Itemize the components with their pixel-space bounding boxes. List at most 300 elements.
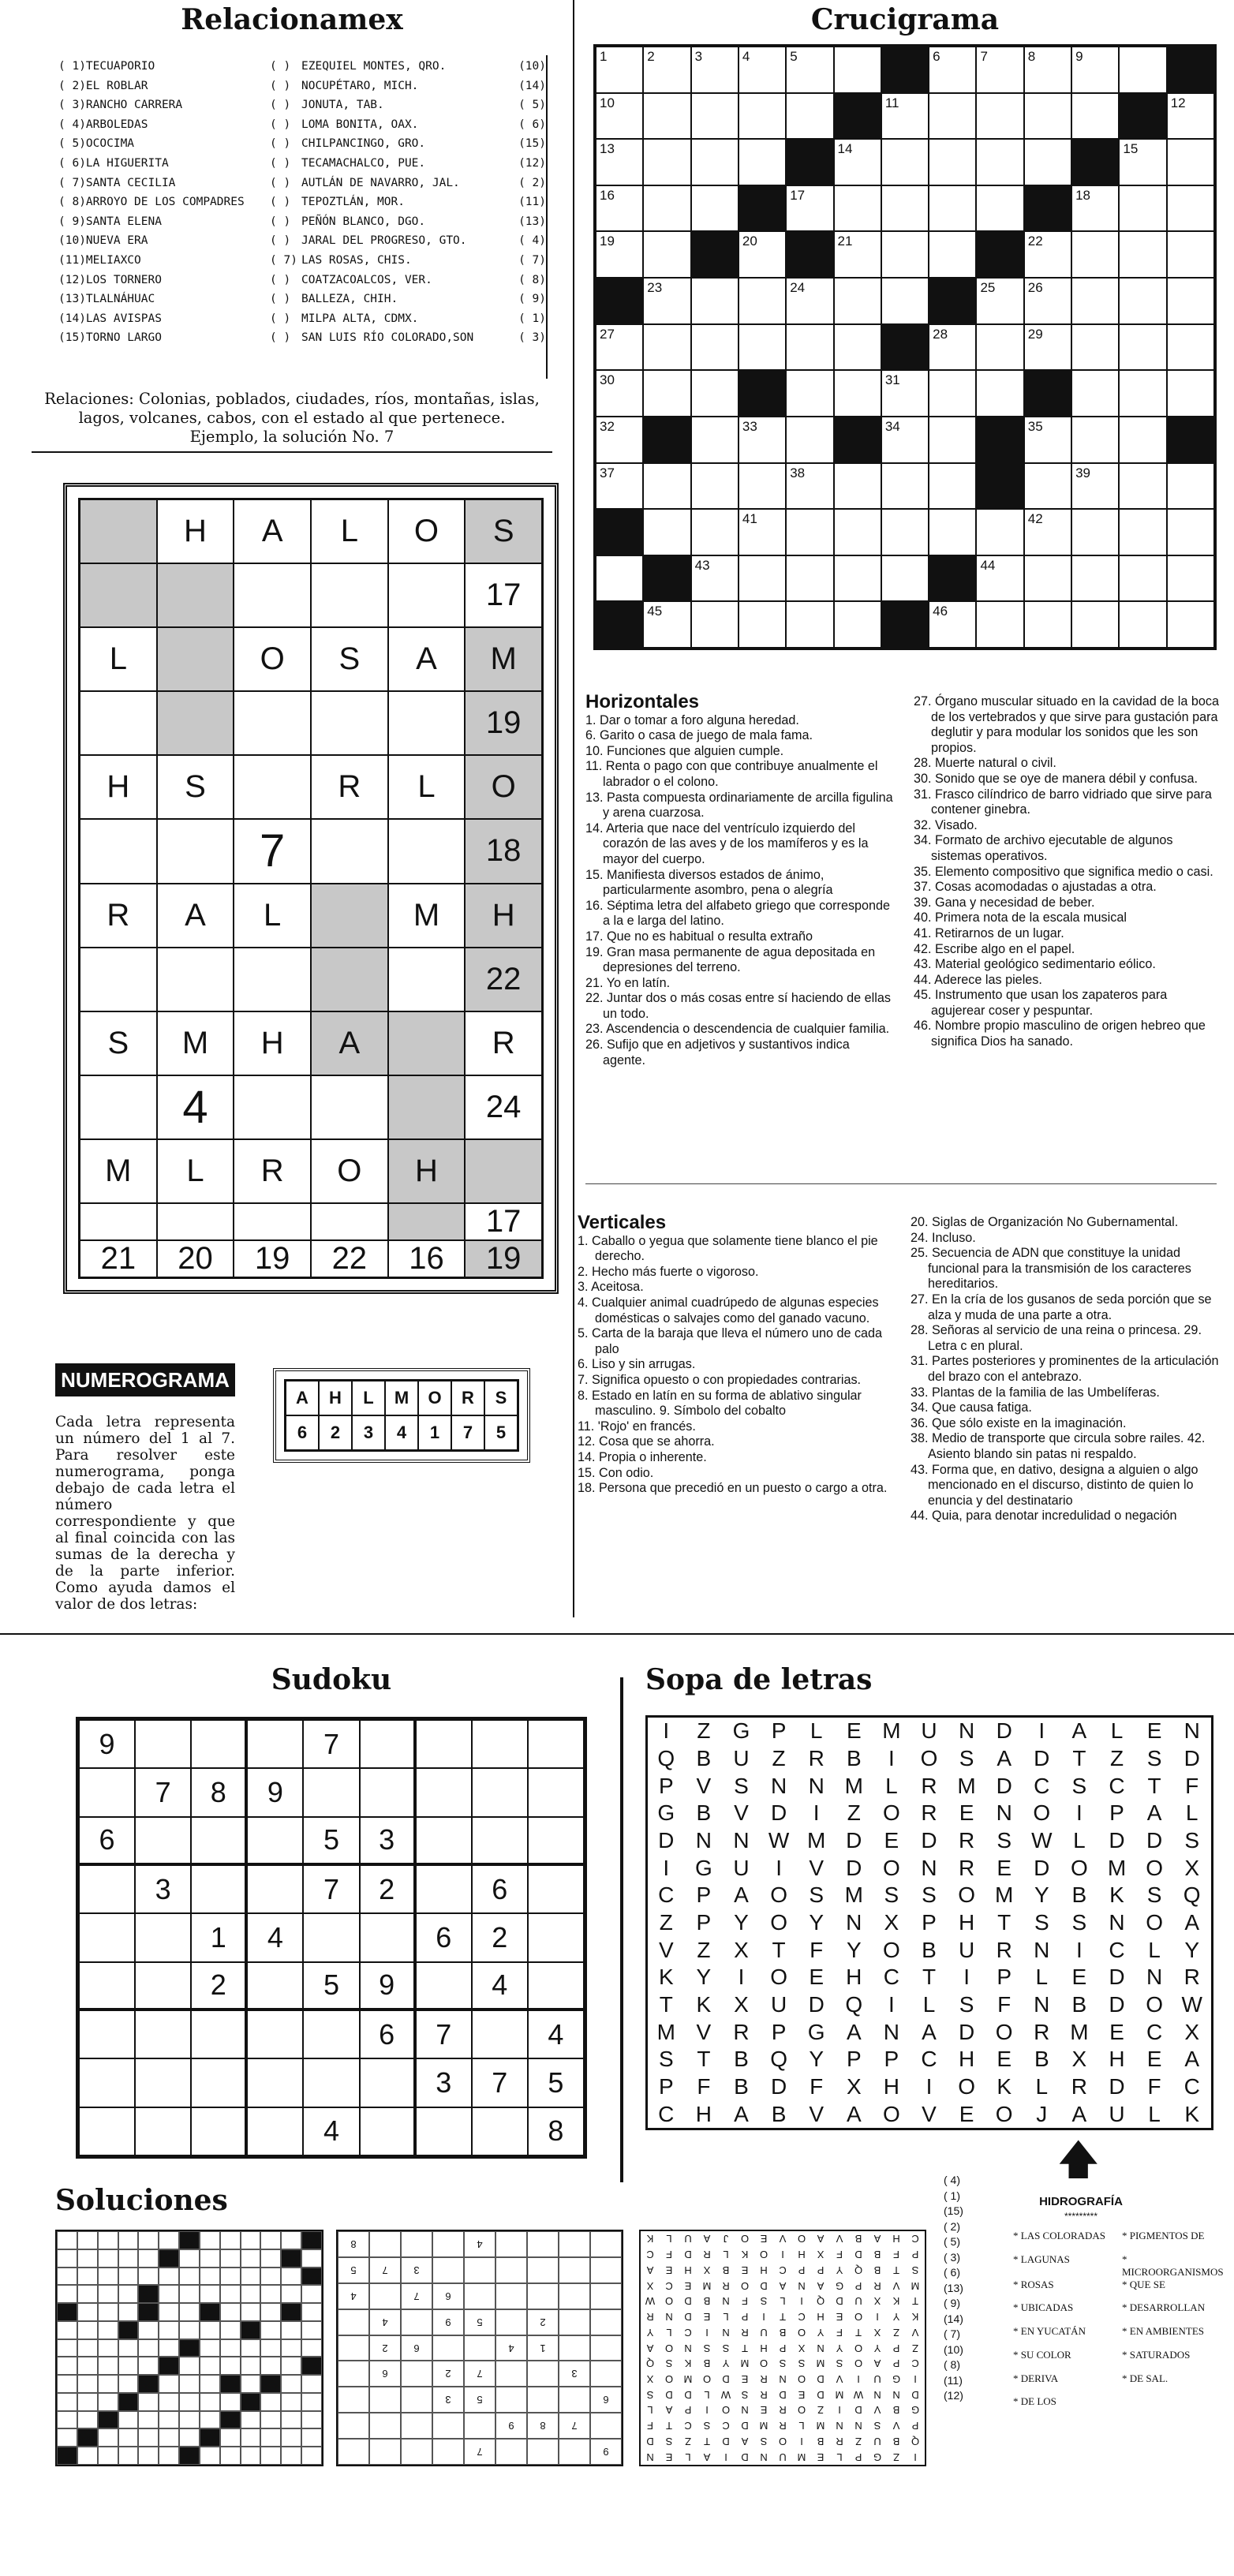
crossword-cell[interactable]	[691, 93, 739, 140]
crossword-cell[interactable]	[834, 185, 881, 232]
crossword-cell[interactable]	[1119, 370, 1166, 417]
sudoku-cell[interactable]	[79, 2107, 135, 2155]
crossword-cell[interactable]	[881, 139, 929, 185]
crossword-cell[interactable]	[1071, 231, 1119, 278]
sopa-letter[interactable]: U	[733, 1745, 750, 1770]
sopa-letter[interactable]: U	[770, 1991, 788, 2017]
sopa-letter[interactable]: V	[658, 1937, 675, 1962]
sopa-letter[interactable]: B	[734, 2047, 750, 2072]
crossword-cell[interactable]	[1024, 417, 1071, 463]
sopa-letter[interactable]: X	[734, 1991, 750, 2017]
crossword-cell[interactable]	[643, 185, 690, 232]
sudoku-cell[interactable]	[135, 1720, 191, 1768]
crossword-cell[interactable]	[786, 93, 833, 140]
sudoku-cell[interactable]	[416, 1768, 472, 1816]
sopa-letter[interactable]: R	[808, 1745, 825, 1770]
crossword-cell[interactable]	[739, 278, 786, 324]
sopa-letter[interactable]: O	[1146, 1855, 1164, 1880]
crossword-cell[interactable]	[739, 509, 786, 555]
crossword-cell[interactable]	[834, 509, 881, 555]
sopa-letter[interactable]: X	[1184, 1855, 1201, 1880]
sopa-letter[interactable]: T	[1147, 1773, 1162, 1798]
crossword-cell[interactable]	[1071, 370, 1119, 417]
numerograma-cell[interactable]	[157, 563, 234, 627]
crossword-cell[interactable]	[929, 139, 976, 185]
sopa-letter[interactable]: S	[959, 1745, 975, 1770]
crossword-cell[interactable]	[881, 555, 929, 602]
crossword-cell[interactable]	[739, 47, 786, 93]
crossword-cell[interactable]	[739, 555, 786, 602]
numerograma-cell[interactable]	[157, 691, 234, 755]
sopa-letter[interactable]: Q	[1183, 1882, 1202, 1908]
crossword-cell[interactable]	[739, 463, 786, 510]
sopa-letter[interactable]: I	[776, 1855, 783, 1880]
sopa-letter[interactable]: F	[997, 1991, 1012, 2017]
sopa-letter[interactable]: M	[1070, 2019, 1090, 2044]
sopa-letter[interactable]: D	[996, 1718, 1013, 1744]
sudoku-cell[interactable]	[303, 1768, 359, 1816]
sopa-letter[interactable]: U	[733, 1855, 750, 1880]
crossword-cell[interactable]	[739, 417, 786, 463]
sopa-letter[interactable]: Q	[845, 1991, 864, 2017]
sopa-letter[interactable]: W	[768, 1827, 791, 1853]
sopa-letter[interactable]: E	[809, 1965, 825, 1990]
sopa-letter[interactable]: A	[1071, 2101, 1088, 2126]
sopa-letter[interactable]: R	[733, 2019, 750, 2044]
sudoku-cell[interactable]	[79, 2058, 135, 2107]
crossword-cell[interactable]	[596, 47, 643, 93]
sopa-letter[interactable]: B	[771, 2101, 787, 2126]
sudoku-cell[interactable]	[528, 1720, 584, 1768]
sudoku-cell[interactable]	[360, 1913, 416, 1961]
sopa-letter[interactable]: D	[808, 1991, 825, 2017]
sopa-letter[interactable]: R	[1034, 2019, 1051, 2044]
sopa-letter[interactable]: F	[697, 2073, 712, 2099]
crossword-cell[interactable]	[976, 324, 1023, 371]
crossword-cell[interactable]	[1024, 278, 1071, 324]
crossword-cell[interactable]	[1119, 47, 1166, 93]
crossword-cell[interactable]	[739, 139, 786, 185]
sopa-letter[interactable]: D	[846, 1827, 863, 1853]
sudoku-cell[interactable]	[191, 1817, 247, 1865]
sopa-letter[interactable]: C	[883, 1965, 900, 1990]
numerograma-cell[interactable]	[157, 627, 234, 691]
numerograma-cell[interactable]	[388, 1011, 466, 1075]
sudoku-cell[interactable]	[79, 2010, 135, 2058]
crossword-cell[interactable]	[643, 324, 690, 371]
crossword-cell[interactable]	[1167, 509, 1214, 555]
sudoku-cell[interactable]	[416, 1817, 472, 1865]
crossword-cell[interactable]	[976, 47, 1023, 93]
sopa-letter[interactable]: S	[884, 1882, 900, 1908]
sopa-letter[interactable]: O	[883, 1800, 901, 1826]
sopa-letter[interactable]: M	[1107, 1855, 1127, 1880]
sudoku-cell[interactable]	[135, 2010, 191, 2058]
sopa-letter[interactable]: Z	[659, 1909, 674, 1935]
numerograma-cell[interactable]	[80, 563, 157, 627]
crossword-cell[interactable]	[643, 601, 690, 648]
crossword-cell[interactable]	[1119, 417, 1166, 463]
sopa-letter[interactable]: T	[659, 1991, 674, 2017]
crossword-cell[interactable]	[881, 463, 929, 510]
numerograma-cell[interactable]	[388, 1203, 466, 1240]
sopa-letter[interactable]: K	[997, 2073, 1013, 2099]
sopa-letter[interactable]: K	[1184, 2101, 1201, 2126]
sopa-letter[interactable]: I	[963, 1965, 970, 1990]
crossword-cell[interactable]	[1119, 278, 1166, 324]
crossword-cell[interactable]	[929, 509, 976, 555]
sopa-letter[interactable]: J	[1036, 2101, 1049, 2126]
crossword-cell[interactable]	[643, 370, 690, 417]
numerograma-cell[interactable]	[388, 563, 466, 627]
crossword-cell[interactable]	[1024, 324, 1071, 371]
sopa-letter[interactable]: S	[997, 1827, 1013, 1853]
crossword-cell[interactable]	[643, 463, 690, 510]
sopa-letter[interactable]: A	[1146, 1800, 1163, 1826]
numerograma-cell[interactable]	[311, 1203, 388, 1240]
sopa-letter[interactable]: O	[1033, 1800, 1052, 1826]
sudoku-cell[interactable]	[135, 1817, 191, 1865]
relacionamex-slot[interactable]: ( )	[270, 118, 291, 131]
numerograma-cell[interactable]	[234, 1203, 311, 1240]
crossword-cell[interactable]	[976, 555, 1023, 602]
sudoku-cell[interactable]	[360, 2058, 416, 2107]
sudoku-cell[interactable]	[135, 1913, 191, 1961]
sopa-letter[interactable]: I	[926, 2073, 933, 2099]
sopa-letter[interactable]: H	[1109, 2047, 1126, 2072]
sopa-letter[interactable]: U	[1109, 2101, 1126, 2126]
crossword-cell[interactable]	[691, 324, 739, 371]
crossword-cell[interactable]	[1071, 509, 1119, 555]
sopa-letter[interactable]: O	[770, 1965, 788, 1990]
sopa-letter[interactable]: B	[1071, 1991, 1088, 2017]
crossword-cell[interactable]	[1071, 601, 1119, 648]
sopa-letter[interactable]: N	[1034, 1991, 1051, 2017]
crossword-cell[interactable]	[691, 555, 739, 602]
sopa-letter[interactable]: M	[995, 1882, 1015, 1908]
crossword-cell[interactable]	[1119, 555, 1166, 602]
crossword-cell[interactable]	[881, 370, 929, 417]
crossword-cell[interactable]	[1167, 139, 1214, 185]
sopa-letter[interactable]: M	[844, 1882, 864, 1908]
crossword-cell[interactable]	[1167, 93, 1214, 140]
sopa-letter[interactable]: O	[1146, 1991, 1164, 2017]
sudoku-cell[interactable]	[416, 1720, 472, 1768]
sopa-letter[interactable]: F	[1147, 2073, 1162, 2099]
sudoku-cell[interactable]	[191, 1720, 247, 1768]
sopa-letter[interactable]: O	[770, 1882, 788, 1908]
crossword-cell[interactable]	[643, 47, 690, 93]
relacionamex-slot[interactable]: ( )	[270, 312, 291, 325]
sudoku-cell[interactable]	[135, 2107, 191, 2155]
sudoku-cell[interactable]	[79, 1865, 135, 1913]
numerograma-cell[interactable]	[388, 691, 466, 755]
sopa-letter[interactable]: M	[844, 1773, 864, 1798]
sopa-letter[interactable]: V	[809, 2101, 825, 2126]
sudoku-cell[interactable]	[247, 1817, 303, 1865]
relacionamex-slot[interactable]: ( )	[270, 79, 291, 92]
crossword-cell[interactable]	[1024, 93, 1071, 140]
sopa-letter[interactable]: C	[658, 1882, 675, 1908]
sopa-letter[interactable]: I	[1076, 1800, 1083, 1826]
crossword-cell[interactable]	[881, 185, 929, 232]
sopa-letter[interactable]: X	[1071, 2047, 1088, 2072]
numerograma-cell[interactable]	[465, 1139, 542, 1203]
crossword-cell[interactable]	[596, 463, 643, 510]
relacionamex-slot[interactable]: ( )	[270, 137, 291, 151]
crossword-cell[interactable]	[739, 601, 786, 648]
sudoku-cell[interactable]	[303, 2058, 359, 2107]
numerograma-grid[interactable]	[78, 498, 544, 1279]
crossword-cell[interactable]	[739, 93, 786, 140]
sopa-letter[interactable]: O	[958, 1882, 976, 1908]
sopa-letter[interactable]: H	[883, 2073, 900, 2099]
crossword-cell[interactable]	[1167, 185, 1214, 232]
crossword-cell[interactable]	[786, 601, 833, 648]
sopa-letter[interactable]: E	[1071, 1965, 1088, 1990]
numerograma-cell[interactable]	[80, 499, 157, 563]
sopa-letter[interactable]: D	[846, 1855, 863, 1880]
sopa-letter[interactable]: X	[1184, 2019, 1201, 2044]
sopa-letter[interactable]: Y	[696, 1965, 712, 1990]
sudoku-cell[interactable]	[247, 1865, 303, 1913]
sopa-letter[interactable]: A	[846, 2019, 862, 2044]
numerograma-cell[interactable]	[80, 819, 157, 883]
sopa-letter[interactable]: E	[959, 2101, 975, 2126]
crossword-cell[interactable]	[596, 139, 643, 185]
sopa-letter[interactable]: R	[921, 1773, 938, 1798]
sopa-letter[interactable]: O	[883, 2101, 901, 2126]
sopa-letter[interactable]: S	[809, 1882, 825, 1908]
crossword-cell[interactable]	[596, 417, 643, 463]
sopa-letter[interactable]: O	[1071, 1855, 1089, 1880]
crossword-cell[interactable]	[691, 370, 739, 417]
crossword-cell[interactable]	[1024, 555, 1071, 602]
sopa-letter[interactable]: E	[959, 1800, 975, 1826]
sopa-letter[interactable]: P	[696, 1882, 712, 1908]
sudoku-cell[interactable]	[528, 1913, 584, 1961]
numerograma-cell[interactable]	[388, 819, 466, 883]
sopa-letter[interactable]: N	[808, 1773, 825, 1798]
sopa-letter[interactable]: L	[1073, 1827, 1086, 1853]
crossword-cell[interactable]	[1167, 278, 1214, 324]
sopa-letter[interactable]: F	[810, 1937, 825, 1962]
crossword-cell[interactable]	[881, 231, 929, 278]
sopa-letter[interactable]: L	[1185, 1800, 1199, 1826]
sudoku-cell[interactable]	[360, 2107, 416, 2155]
sopa-letter[interactable]: C	[1184, 2073, 1201, 2099]
sopa-letter[interactable]: Q	[770, 2047, 788, 2072]
sopa-letter[interactable]: X	[734, 1937, 750, 1962]
crossword-cell[interactable]	[1024, 463, 1071, 510]
sopa-letter[interactable]: R	[1184, 1965, 1201, 1990]
crossword-cell[interactable]	[1024, 231, 1071, 278]
sudoku-cell[interactable]	[528, 1817, 584, 1865]
sudoku-cell[interactable]	[79, 1913, 135, 1961]
sopa-letter[interactable]: F	[1185, 1773, 1200, 1798]
crossword-cell[interactable]	[834, 278, 881, 324]
crossword-cell[interactable]	[1071, 324, 1119, 371]
sopa-letter[interactable]: D	[1109, 1827, 1126, 1853]
sopa-letter[interactable]: Z	[697, 1718, 712, 1744]
crossword-cell[interactable]	[739, 231, 786, 278]
sopa-letter[interactable]: C	[1034, 1773, 1051, 1798]
crossword-cell[interactable]	[929, 463, 976, 510]
numerograma-cell[interactable]	[311, 1075, 388, 1139]
crossword-cell[interactable]	[1024, 509, 1071, 555]
relacionamex-slot[interactable]: ( )	[270, 234, 291, 248]
crossword-cell[interactable]	[1167, 601, 1214, 648]
sopa-letter[interactable]: S	[734, 1773, 750, 1798]
sopa-letter[interactable]: N	[1184, 1718, 1201, 1744]
sopa-letter[interactable]: B	[696, 1800, 712, 1826]
sopa-letter[interactable]: N	[1146, 1965, 1164, 1990]
crossword-cell[interactable]	[739, 324, 786, 371]
sopa-letter[interactable]: B	[734, 2073, 750, 2099]
crossword-cell[interactable]	[1119, 324, 1166, 371]
relacionamex-slot[interactable]: ( )	[270, 215, 291, 228]
crossword-cell[interactable]	[1119, 601, 1166, 648]
sopa-letter[interactable]: L	[1148, 1937, 1161, 1962]
sudoku-cell[interactable]	[472, 1817, 528, 1865]
sopa-letter[interactable]: A	[734, 1882, 750, 1908]
sopa-letter[interactable]: M	[807, 1827, 827, 1853]
sopa-letter[interactable]: P	[922, 1909, 937, 1935]
sopa-letter[interactable]: A	[922, 2019, 937, 2044]
sopa-letter[interactable]: P	[771, 2019, 787, 2044]
numerograma-cell[interactable]	[311, 563, 388, 627]
sopa-letter[interactable]: T	[697, 2047, 712, 2072]
sopa-letter[interactable]: U	[921, 1718, 938, 1744]
sopa-letter[interactable]: R	[921, 1800, 938, 1826]
sopa-letter[interactable]: R	[958, 1827, 976, 1853]
sudoku-cell[interactable]	[416, 1962, 472, 2010]
sopa-letter[interactable]: E	[1109, 2019, 1125, 2044]
sudoku-cell[interactable]	[472, 1768, 528, 1816]
crossword-cell[interactable]	[834, 601, 881, 648]
sopa-letter[interactable]: S	[922, 1882, 937, 1908]
sopa-letter[interactable]: H	[958, 1909, 976, 1935]
numerograma-cell[interactable]	[234, 1075, 311, 1139]
sopa-letter[interactable]: K	[696, 1991, 712, 2017]
crossword-cell[interactable]	[976, 601, 1023, 648]
sopa-letter[interactable]: Z	[847, 1800, 862, 1826]
sudoku-cell[interactable]	[528, 1865, 584, 1913]
crossword-cell[interactable]	[929, 47, 976, 93]
sopa-letter[interactable]: H	[846, 1965, 863, 1990]
sopa-letter[interactable]: R	[996, 1937, 1013, 1962]
sudoku-cell[interactable]	[247, 2107, 303, 2155]
sopa-letter[interactable]: X	[846, 2073, 862, 2099]
relacionamex-slot[interactable]: ( )	[270, 273, 291, 286]
crossword-cell[interactable]	[1167, 555, 1214, 602]
crossword-cell[interactable]	[691, 185, 739, 232]
crossword-cell[interactable]	[643, 139, 690, 185]
numerograma-cell[interactable]	[157, 1203, 234, 1240]
sopa-letter[interactable]: B	[922, 1937, 937, 1962]
crossword-cell[interactable]	[834, 47, 881, 93]
crossword-cell[interactable]	[881, 93, 929, 140]
sudoku-cell[interactable]	[191, 2010, 247, 2058]
sopa-letter[interactable]: M	[882, 1718, 902, 1744]
relacionamex-slot[interactable]: ( )	[270, 331, 291, 345]
sopa-letter[interactable]: T	[1072, 1745, 1087, 1770]
crossword-cell[interactable]	[834, 555, 881, 602]
sopa-letter[interactable]: W	[1031, 1827, 1053, 1853]
crossword-cell[interactable]	[1119, 463, 1166, 510]
sopa-letter[interactable]: Y	[846, 1937, 862, 1962]
sopa-letter[interactable]: A	[1071, 1718, 1088, 1744]
sopa-letter[interactable]: K	[658, 1965, 675, 1990]
sopa-letter[interactable]: I	[813, 1800, 821, 1826]
sudoku-grid[interactable]	[76, 1717, 587, 2159]
sopa-letter[interactable]: O	[995, 2019, 1014, 2044]
sopa-letter[interactable]: P	[658, 1773, 675, 1798]
sopa-letter[interactable]: N	[846, 1909, 863, 1935]
crossword-cell[interactable]	[1119, 185, 1166, 232]
sudoku-cell[interactable]	[247, 2058, 303, 2107]
sudoku-cell[interactable]	[360, 1768, 416, 1816]
crossword-cell[interactable]	[1167, 370, 1214, 417]
sopa-letter[interactable]: Z	[697, 1937, 712, 1962]
sopa-letter[interactable]: E	[997, 1855, 1013, 1880]
sopa-letter[interactable]: B	[696, 1745, 712, 1770]
sopa-letter[interactable]: H	[695, 2101, 712, 2126]
sopa-letter[interactable]: Y	[1034, 1882, 1050, 1908]
numerograma-cell[interactable]	[234, 691, 311, 755]
sopa-letter[interactable]: R	[958, 1855, 976, 1880]
crossword-cell[interactable]	[691, 463, 739, 510]
crossword-cell[interactable]	[596, 231, 643, 278]
crossword-cell[interactable]	[1167, 463, 1214, 510]
crossword-cell[interactable]	[643, 509, 690, 555]
sopa-letter[interactable]: N	[958, 1718, 976, 1744]
crossword-cell[interactable]	[691, 601, 739, 648]
sopa-letter[interactable]: L	[1148, 2101, 1161, 2126]
crossword-cell[interactable]	[1024, 139, 1071, 185]
crossword-cell[interactable]	[1071, 185, 1119, 232]
sopa-letter[interactable]: D	[1109, 1991, 1126, 2017]
crossword-cell[interactable]	[834, 463, 881, 510]
crossword-cell[interactable]	[929, 324, 976, 371]
crossword-cell[interactable]	[786, 185, 833, 232]
sopa-letter[interactable]: G	[732, 1718, 751, 1744]
sopa-letter[interactable]: L	[810, 1718, 824, 1744]
crossword-cell[interactable]	[786, 278, 833, 324]
crossword-cell[interactable]	[596, 185, 643, 232]
sopa-letter[interactable]: A	[734, 2101, 750, 2126]
crossword-cell[interactable]	[1071, 93, 1119, 140]
sopa-letter[interactable]: G	[657, 1800, 676, 1826]
sopa-letter[interactable]: G	[807, 2019, 826, 2044]
sopa-letter[interactable]: P	[846, 2047, 862, 2072]
sopa-letter[interactable]: D	[770, 2073, 788, 2099]
crossword-cell[interactable]	[643, 231, 690, 278]
sopa-letter[interactable]: S	[1146, 1745, 1163, 1770]
numerograma-cell[interactable]	[80, 691, 157, 755]
crossword-cell[interactable]	[691, 509, 739, 555]
sopa-letter[interactable]: P	[771, 1718, 787, 1744]
crossword-cell[interactable]	[929, 231, 976, 278]
crossword-cell[interactable]	[834, 324, 881, 371]
crossword-cell[interactable]	[786, 555, 833, 602]
crossword-cell[interactable]	[786, 324, 833, 371]
sopa-letter[interactable]: M	[957, 1773, 977, 1798]
crossword-cell[interactable]	[1167, 231, 1214, 278]
sopa-letter[interactable]: C	[1146, 2019, 1164, 2044]
sudoku-cell[interactable]	[416, 1865, 472, 1913]
sopa-letter[interactable]: T	[772, 1937, 787, 1962]
